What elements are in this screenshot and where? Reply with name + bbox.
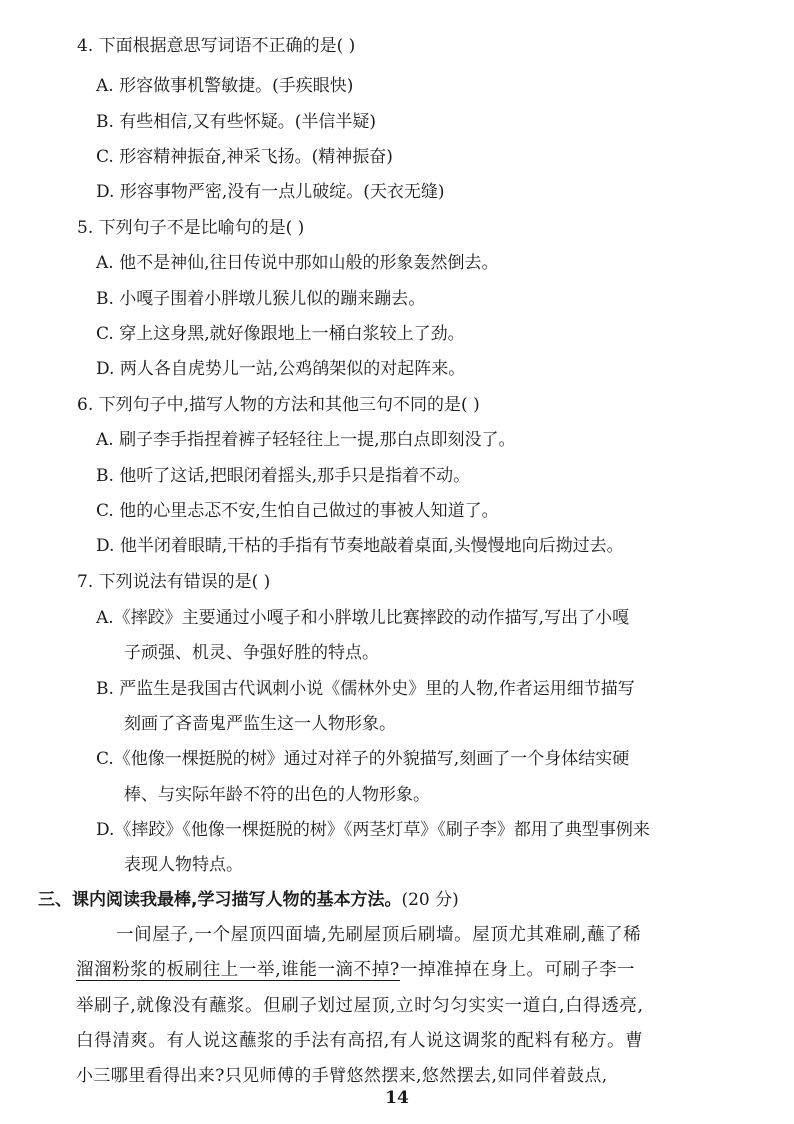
question-5-stem: 5. 下列句子不是比喻句的是( ): [77, 218, 305, 238]
question-4-stem: 4. 下面根据意思写词语不正确的是( ): [77, 36, 356, 56]
question-6-option-d: D. 他半闭着眼睛,干枯的手指有节奏地敲着桌面,头慢慢地向后拗过去。: [96, 536, 624, 556]
question-4-option-a: A. 形容做事机警敏捷。(手疾眼快): [96, 76, 354, 96]
question-7-option-c-cont: 棒、与实际年龄不符的出色的人物形象。: [124, 785, 430, 805]
question-6-stem: 6. 下列句子中,描写人物的方法和其他三句不同的是( ): [77, 395, 480, 415]
question-5-option-a: A. 他不是神仙,往日传说中那如山般的形象轰然倒去。: [96, 253, 499, 273]
passage-line-3: 举刷子,就像没有蘸浆。但刷子划过屋顶,立时匀匀实实一道白,白得透亮,: [76, 996, 644, 1016]
question-6-option-b: B. 他听了这话,把眼闭着摇头,那手只是指着不动。: [96, 466, 471, 486]
question-4-option-c: C. 形容精神振奋,神采飞扬。(精神振奋): [96, 147, 393, 167]
question-6-option-a: A. 刷子李手指捏着裤子轻轻往上一提,那白点即刻没了。: [96, 430, 516, 450]
section-3-title: 三、课内阅读我最棒,学习描写人物的基本方法。: [38, 890, 402, 910]
question-4-option-b: B. 有些相信,又有些怀疑。(半信半疑): [96, 112, 376, 132]
question-7-option-b-cont: 刻画了吝啬鬼严监生这一人物形象。: [124, 714, 396, 734]
question-7-option-a: A.《摔跤》主要通过小嘎子和小胖墩儿比赛摔跤的动作描写,写出了小嘎: [96, 608, 630, 628]
passage-line-1: 一间屋子,一个屋顶四面墙,先刷屋顶后刷墙。屋顶尤其难刷,蘸了稀: [116, 925, 642, 945]
question-5-option-b: B. 小嘎子围着小胖墩儿猴儿似的蹦来蹦去。: [96, 289, 426, 309]
question-6-option-c: C. 他的心里忐忑不安,生怕自己做过的事被人知道了。: [96, 501, 499, 521]
question-7-option-c: C.《他像一棵挺脱的树》通过对祥子的外貌描写,刻画了一个身体结实硬: [96, 749, 630, 769]
question-7-option-b: B. 严监生是我国古代讽刺小说《儒林外史》里的人物,作者运用细节描写: [96, 679, 635, 699]
section-3-heading: [38, 888, 459, 912]
question-5-option-c: C. 穿上这身黑,就好像跟地上一桶白浆较上了劲。: [96, 324, 465, 344]
passage-line-2-rest: 一掉准掉在身上。可刷子李一: [399, 960, 636, 980]
question-5-option-d: D. 两人各自虎势儿一站,公鸡鹐架似的对起阵来。: [96, 359, 466, 379]
question-4-option-d: D. 形容事物严密,没有一点儿破绽。(天衣无缝): [96, 182, 445, 202]
passage-line-2: [76, 958, 635, 982]
passage-line-4: 白得清爽。有人说这蘸浆的手法有高招,有人说这调浆的配料有秘方。曹: [76, 1031, 644, 1051]
passage-underlined-sentence: 溜溜粉浆的板刷往上一举,谁能一滴不掉?: [76, 960, 400, 980]
question-7-option-a-cont: 子顽强、机灵、争强好胜的特点。: [124, 643, 379, 663]
question-7-option-d-cont: 表现人物特点。: [124, 855, 243, 875]
passage-line-5: 小三哪里看得出来?只见师傅的手臂悠然摆来,悠然摆去,如同伴着鼓点,: [76, 1066, 608, 1086]
page-number: 14: [385, 1088, 409, 1108]
section-3-points: (20 分): [401, 890, 459, 910]
question-7-stem: 7. 下列说法有错误的是( ): [77, 572, 271, 592]
question-7-option-d: D.《摔跤》《他像一棵挺脱的树》《两茎灯草》《刷子李》都用了典型事例来: [96, 820, 650, 840]
